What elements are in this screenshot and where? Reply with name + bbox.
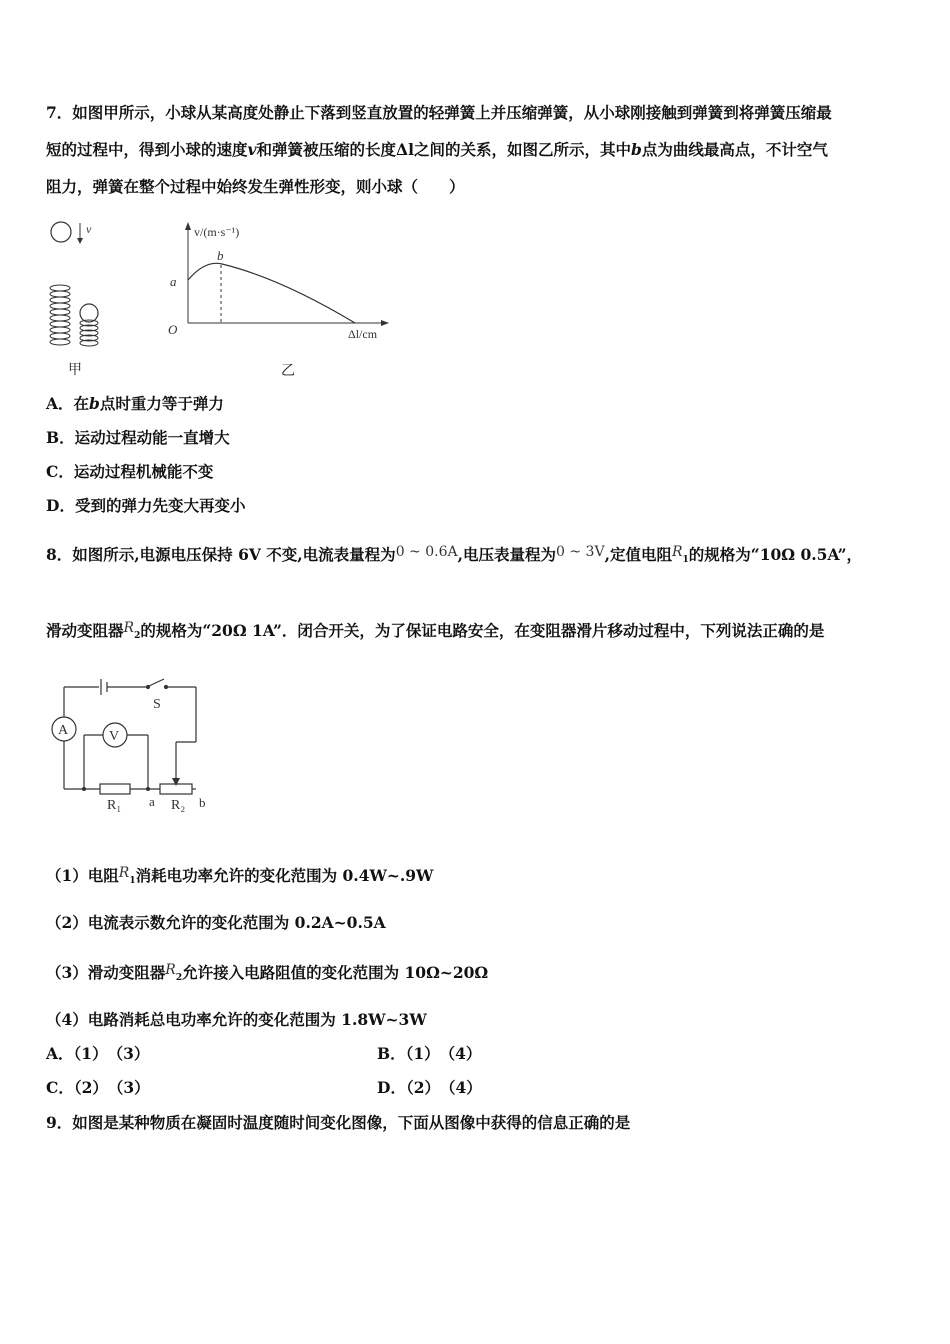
point-b-label: b — [199, 795, 206, 810]
y-axis-label: v/(m·s⁻¹) — [194, 225, 240, 239]
q8-option-a[interactable]: A．（1） （3） — [46, 1044, 150, 1063]
q8-statement-1: （1）电阻$R_1$消耗电功率允许的变化范围为 0.4W~.9W — [46, 865, 434, 886]
q8-statement-3: （3）滑动变阻器$R_2$允许接入电路阻值的变化范围为 10Ω~20Ω — [46, 962, 489, 983]
voltmeter-range: 0 ~ 3V — [556, 544, 605, 560]
resistor-r1 — [100, 784, 130, 794]
q8-option-c[interactable]: C．（2） （3） — [46, 1078, 150, 1097]
falling-ball — [51, 222, 71, 242]
q8-option-b[interactable]: B．（1） （4） — [377, 1044, 482, 1063]
ammeter-range: 0 ~ 0.6A — [395, 544, 458, 560]
r1-label: R₁ — [107, 798, 122, 813]
q7-stem-line-1: 7．如图甲所示，小球从某高度处静止下落到竖直放置的轻弹簧上并压缩弹簧，从小球刚接触到弹簧到将弹簧压缩最 — [46, 103, 832, 122]
q7-figure-yi — [160, 218, 400, 383]
q8-statement-4: （4）电路消耗总电功率允许的变化范围为 1.8W~3W — [46, 1010, 427, 1029]
switch-label: S — [153, 697, 161, 712]
q7-option-c[interactable]: C．运动过程机械能不变 — [46, 462, 214, 481]
spring-uncompressed — [50, 285, 70, 345]
velocity-curve — [188, 263, 355, 323]
q7-stem-line-2: 短的过程中，得到小球的速度v和弹簧被压缩的长度Δl之间的关系，如图乙所示，其中b点为曲线最高点，不计空气 — [46, 140, 828, 159]
q7-option-d[interactable]: D．受到的弹力先变大再变小 — [46, 496, 246, 515]
q8-stem-line-1: 8．如图所示,电源电压保持 6V 不变,电流表量程为0 ~ 0.6A,电压表量程为0 ~ 3V,定值电阻$R_1$的规格为“10Ω 0.5A”， — [46, 544, 863, 565]
q7-option-b[interactable]: B．运动过程动能一直增大 — [46, 428, 230, 447]
spring-compressed — [80, 320, 98, 346]
caption-jia: 甲 — [68, 363, 82, 378]
switch-blade — [149, 679, 164, 686]
q7-figure-jia — [44, 215, 124, 385]
voltmeter-label: V — [109, 729, 120, 744]
q8-stem-line-2: 滑动变阻器$R_2$的规格为“20Ω 1A”．闭合开关，为了保证电路安全，在变阻器滑片移动过程中，下列说法正确的是 — [46, 620, 825, 641]
q7-stem-line-3: 阻力，弹簧在整个过程中始终发生弹性形变，则小球（ ） — [46, 177, 465, 196]
q8-option-d[interactable]: D．（2） （4） — [377, 1078, 482, 1097]
velocity-label: v — [86, 222, 92, 236]
q8-statement-2: （2）电流表示数允许的变化范围为 0.2A~0.5A — [46, 913, 386, 932]
q9-stem-line-1: 9．如图是某种物质在凝固时温度随时间变化图像，下面从图像中获得的信息正确的是 — [46, 1113, 631, 1132]
q7-option-a[interactable]: A．在b点时重力等于弹力 — [46, 394, 224, 413]
q8-circuit-diagram — [44, 672, 224, 817]
point-a-label: a — [149, 794, 155, 809]
point-b-label: b — [217, 248, 224, 263]
origin-label: O — [168, 322, 178, 337]
ammeter-label: A — [58, 723, 69, 738]
ball-on-spring — [80, 304, 98, 322]
r2-label: R₂ — [171, 798, 186, 813]
caption-yi: 乙 — [281, 364, 295, 379]
x-axis-label: Δl/cm — [348, 327, 378, 341]
slider-arrow — [172, 778, 180, 786]
point-a-label: a — [170, 274, 177, 289]
